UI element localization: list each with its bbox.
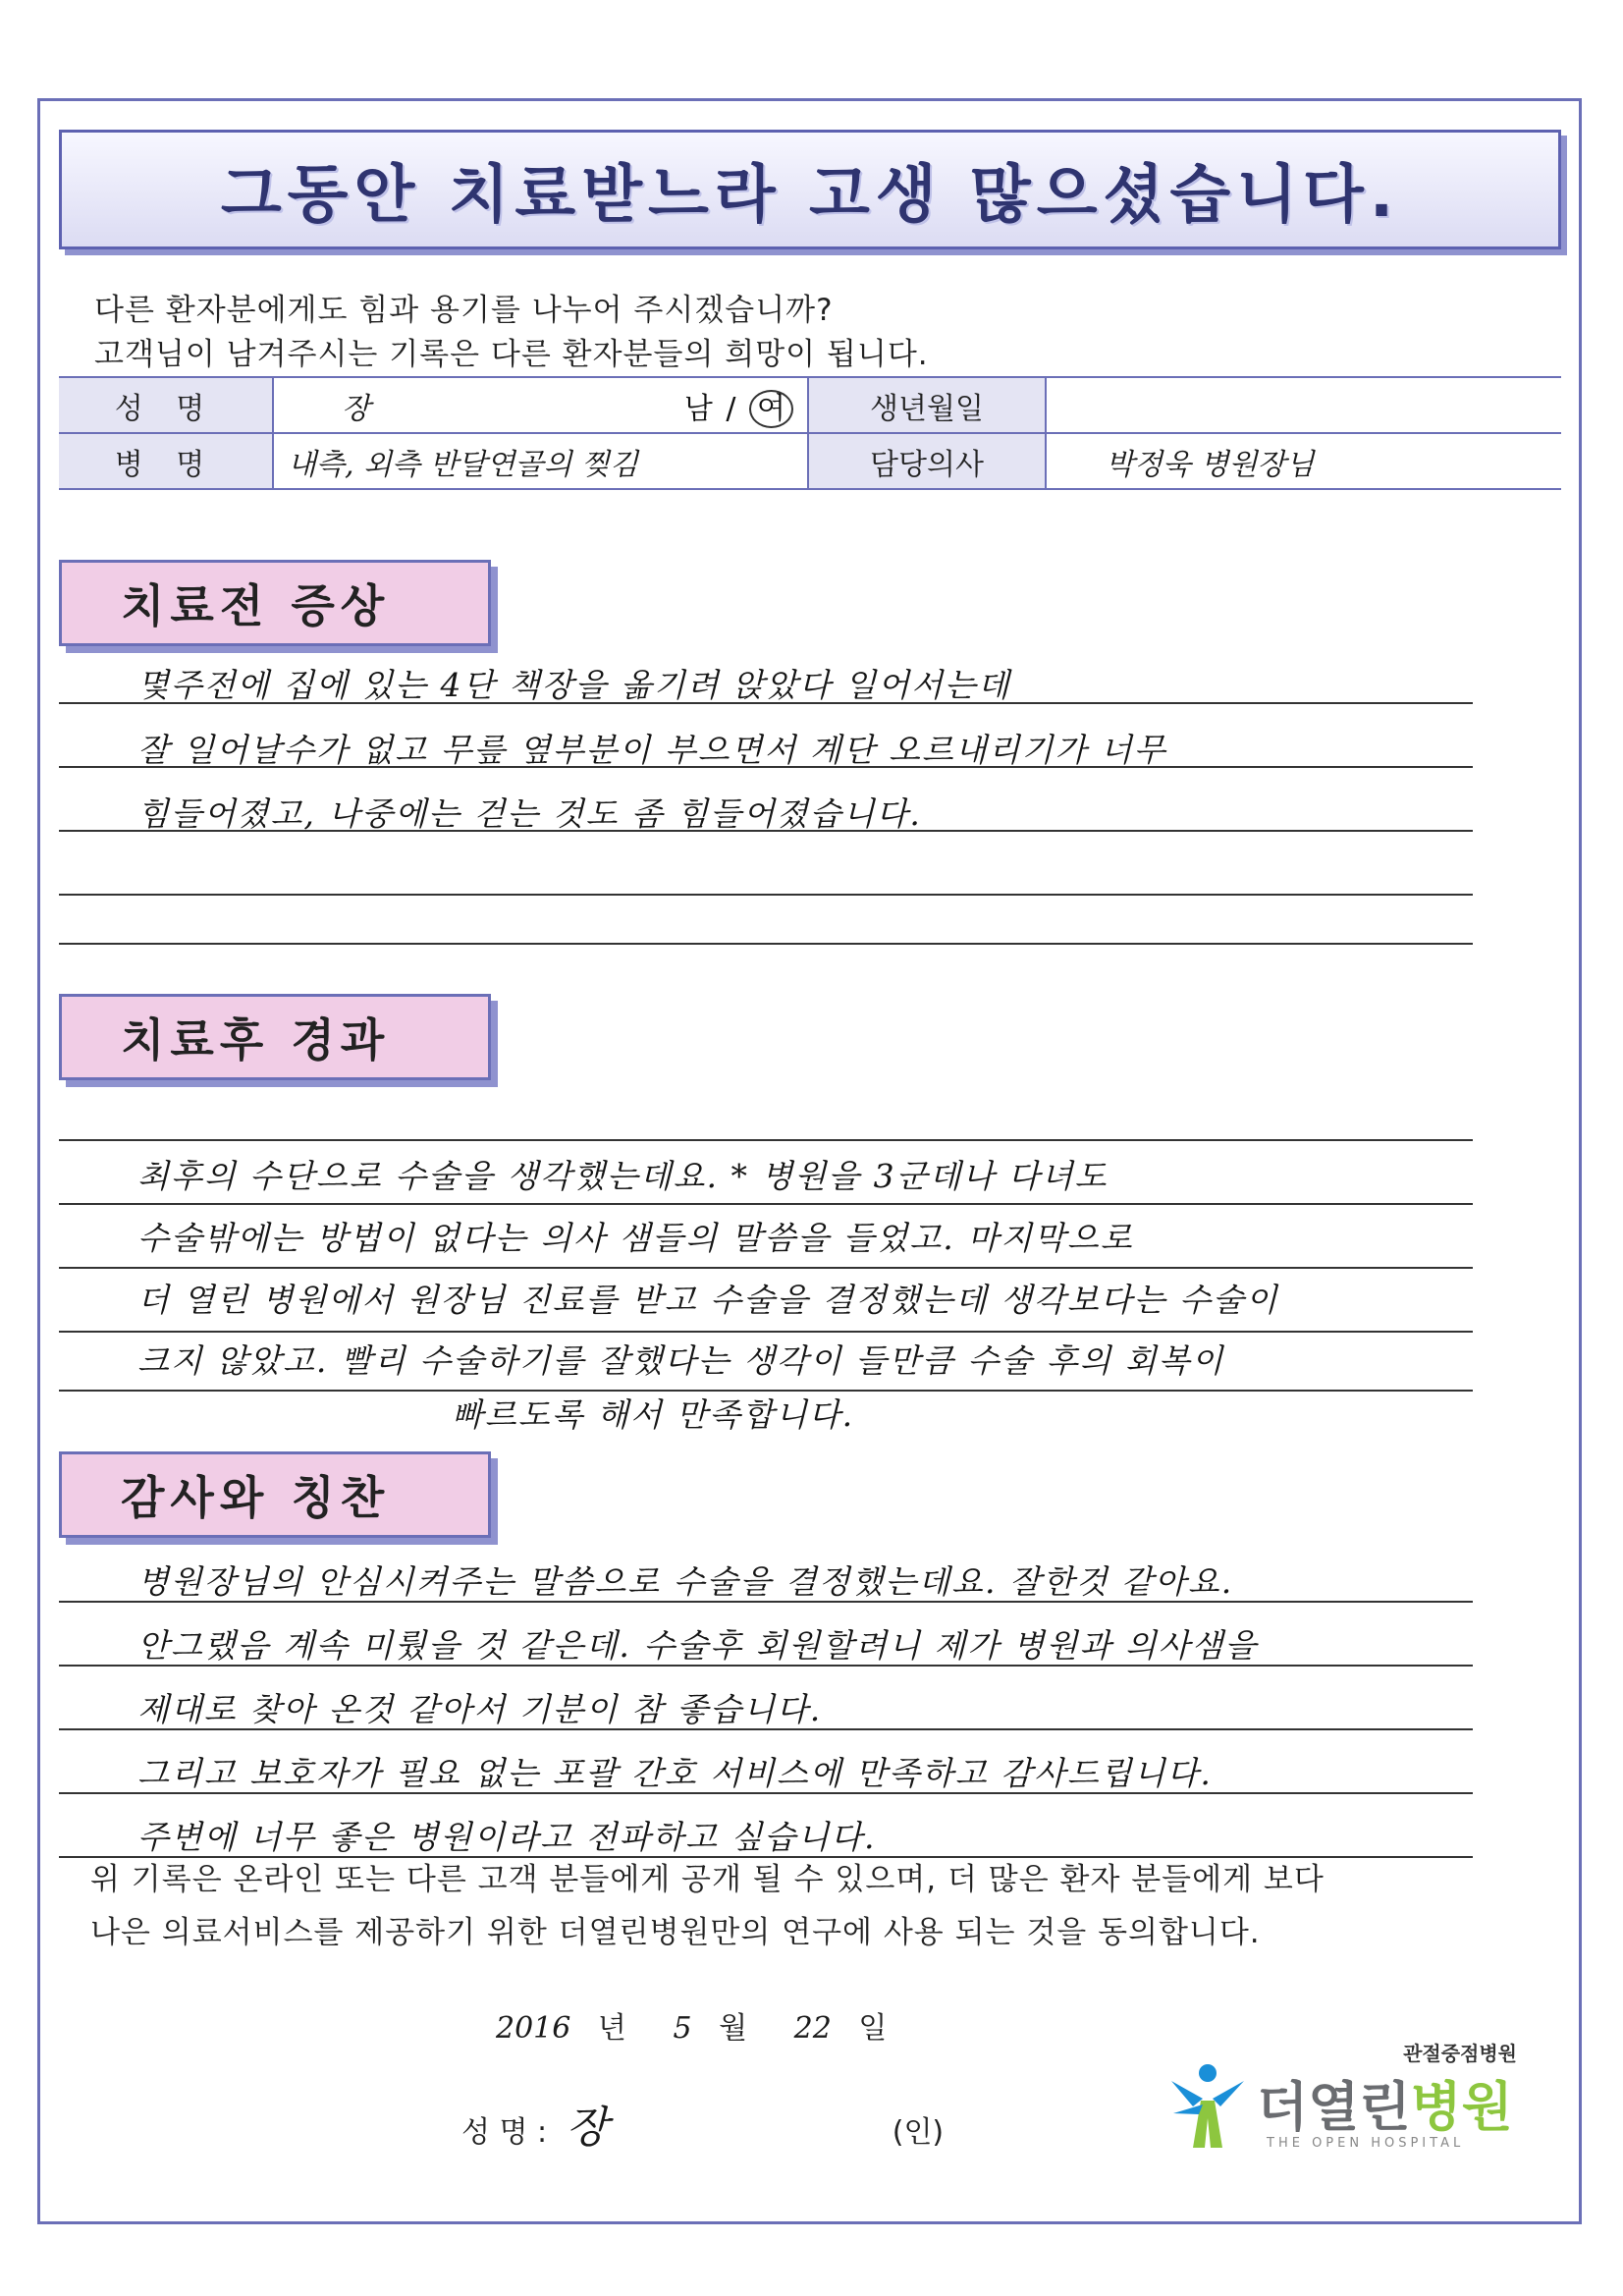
before-line-1: 몇주전에 집에 있는 4단 책장을 옮기려 앉았다 일어서는데 (137, 666, 1011, 704)
disease-value: 내측, 외측 반달연골의 찢김 (273, 433, 808, 489)
after-line-2: 수술밖에는 방법이 없다는 의사 샘들의 말씀을 들었고. 마지막으로 (137, 1219, 1134, 1257)
intro-line-1: 다른 환자분에게도 힘과 용기를 나누어 주시겠습니까? (94, 293, 834, 328)
gender-male: 남 (683, 391, 713, 426)
date-day-unit: 일 (858, 2011, 888, 2046)
before-line-2: 잘 일어날수가 없고 무릎 옆부분이 부으면서 계단 오르내리기가 너무 (137, 731, 1167, 769)
date-month-unit: 월 (719, 2011, 748, 2046)
birth-value (1046, 377, 1561, 433)
date-day: 22 (793, 2011, 832, 2046)
thanks-line-2: 안그랬음 계속 미뤘을 것 같은데. 수술후 회원할려니 제가 병원과 의사샘을 (137, 1626, 1259, 1665)
signature-label: 성 명 : (461, 2115, 548, 2150)
section-heading-before: 치료전 증상 (59, 560, 491, 646)
disease-label: 병 명 (59, 433, 273, 489)
section-heading-thanks: 감사와 칭찬 (59, 1451, 491, 1538)
date-month: 5 (673, 2011, 692, 2046)
doctor-value: 박정욱 병원장님 (1046, 433, 1561, 489)
signature-name: 장 (566, 2103, 609, 2153)
name-value: 장 (342, 391, 370, 426)
patient-info-table (59, 376, 1561, 490)
signature-seal: (인) (892, 2115, 945, 2150)
date-year: 2016 (496, 2011, 571, 2046)
after-line-3: 더 열린 병원에서 원장님 진료를 받고 수술을 결정했는데 생각보다는 수술이 (137, 1281, 1279, 1319)
gender-female-circled: 여 (749, 390, 793, 428)
after-line-1: 최후의 수단으로 수술을 생각했는데요. * 병원을 3군데나 다녀도 (137, 1157, 1109, 1195)
thanks-line-3: 제대로 찾아 온것 같아서 기분이 참 좋습니다. (137, 1690, 823, 1728)
title-banner (59, 130, 1561, 249)
after-line-4: 크지 않았고. 빨리 수술하기를 잘했다는 생각이 들만큼 수술 후의 회복이 (137, 1341, 1225, 1380)
section-heading-after: 치료후 경과 (59, 994, 491, 1080)
after-line-5: 빠르도록 해서 만족합니다. (452, 1395, 855, 1434)
date-year-unit: 년 (597, 2011, 626, 2046)
before-line-3: 힘들어졌고, 나중에는 걷는 것도 좀 힘들어졌습니다. (137, 794, 922, 833)
consent-line-2: 나은 의료서비스를 제공하기 위한 더열린병원만의 연구에 사용 되는 것을 동의합니다. (90, 1915, 1261, 1950)
logo-english: THE OPEN HOSPITAL (1267, 2136, 1465, 2151)
logo-subtitle: 관절중점병원 (1403, 2042, 1517, 2065)
signature-row (461, 2092, 944, 2155)
hospital-logo (1163, 2038, 1517, 2156)
thanks-line-5: 주변에 너무 좋은 병원이라고 전파하고 싶습니다. (137, 1818, 877, 1856)
logo-name (1257, 2065, 1513, 2141)
figure-logo-icon (1163, 2059, 1252, 2153)
name-label: 성 명 (59, 377, 273, 433)
birth-label: 생년월일 (808, 377, 1046, 433)
thanks-line-1: 병원장님의 안심시켜주는 말씀으로 수술을 결정했는데요. 잘한것 같아요. (137, 1562, 1234, 1601)
date-row (496, 2003, 904, 2047)
doctor-label: 담당의사 (808, 433, 1046, 489)
consent-line-1: 위 기록은 온라인 또는 다른 고객 분들에게 공개 될 수 있으며, 더 많은 환자 분들에게 보다 (90, 1862, 1325, 1897)
logo-name-part1: 더열린 (1257, 2076, 1411, 2138)
thanks-line-4: 그리고 보호자가 필요 없는 포괄 간호 서비스에 만족하고 감사드립니다. (137, 1754, 1213, 1792)
intro-line-2: 고객님이 남겨주시는 기록은 다른 환자분들의 희망이 됩니다. (94, 337, 929, 372)
page-title: 그동안 치료받느라 고생 많으셨습니다. (220, 159, 1400, 232)
logo-name-part2: 병원 (1410, 2076, 1513, 2138)
name-field: 장 남 / 여 (273, 377, 808, 433)
